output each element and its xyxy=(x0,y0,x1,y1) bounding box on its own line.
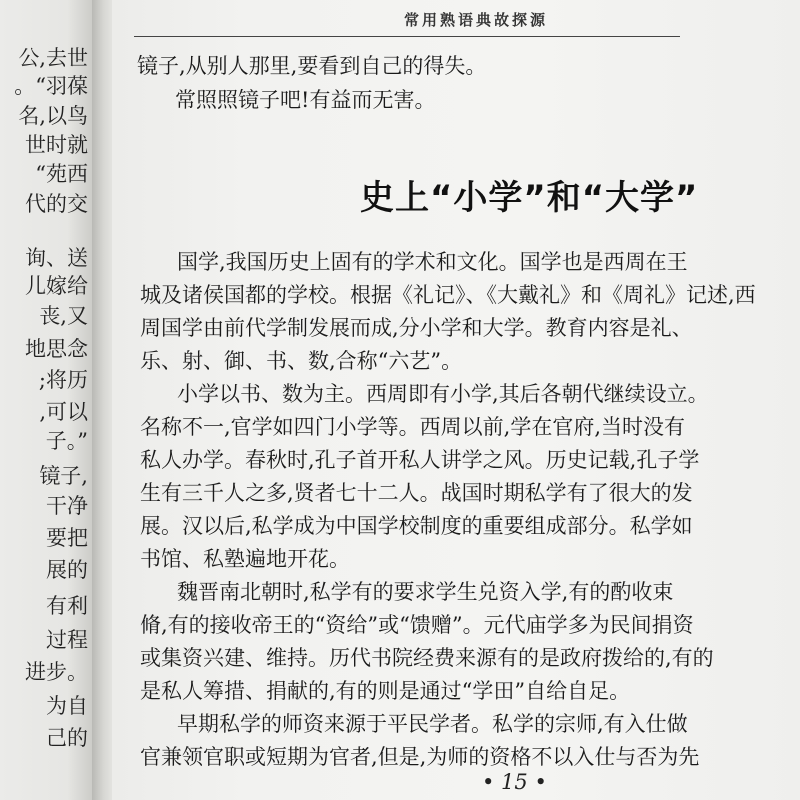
left-page-line: 为自 xyxy=(46,694,88,718)
text-line: 脩,有的接收帝王的“资给”或“馈赠”。元代庙学多为民间捐资 xyxy=(140,613,694,637)
text-line: 是私人筹措、捐献的,有的则是通过“学田”自给自足。 xyxy=(140,679,631,703)
header-rule xyxy=(134,36,680,37)
text-line: 官兼领官职或短期为官者,但是,为师的资格不以入仕与否为先 xyxy=(140,745,700,769)
left-page-line: 干净 xyxy=(46,494,88,518)
page-number: • 15 • xyxy=(482,770,547,794)
left-page-line: 公,去世 xyxy=(18,46,88,70)
left-page-line: 儿嫁给 xyxy=(25,274,88,298)
left-page-line: 己的 xyxy=(46,726,88,750)
previous-page xyxy=(0,0,96,800)
text-line: 生有三千人之多,贤者七十二人。战国时期私学有了很大的发 xyxy=(140,481,693,505)
left-page-line: “苑西 xyxy=(35,162,88,186)
text-line: 或集资兴建、维持。历代书院经费来源有的是政府拨给的,有的 xyxy=(140,646,714,670)
text-line: 小学以书、数为主。西周即有小学,其后各朝代继续设立。 xyxy=(177,382,709,406)
text-line: 魏晋南北朝时,私学有的要求学生兑资入学,有的酌收束 xyxy=(177,580,674,604)
left-page-line: 询、送 xyxy=(25,246,88,270)
left-page-line: 代的交 xyxy=(25,192,88,216)
running-head: 常用熟语典故探源 xyxy=(404,11,549,29)
left-page-line: 丧,又 xyxy=(39,304,88,328)
text-line: 国学,我国历史上固有的学术和文化。国学也是西周在王 xyxy=(177,250,688,274)
text-line: 周国学由前代学制发展而成,分小学和大学。教育内容是礼、 xyxy=(140,316,693,340)
text-line: 早期私学的师资来源于平民学者。私学的宗师,有入仕做 xyxy=(177,712,688,736)
text-line: 书馆、私塾遍地开花。 xyxy=(140,547,350,571)
left-page-line: 展的 xyxy=(46,558,88,582)
left-page-line: 进步。 xyxy=(25,660,88,684)
text-line: 乐、射、御、书、数,合称“六艺”。 xyxy=(140,349,463,373)
left-page-line: 过程 xyxy=(46,628,88,652)
left-page-line: 世时就 xyxy=(25,133,88,157)
current-page xyxy=(112,0,800,800)
text-line: 镜子,从别人那里,要看到自己的得失。 xyxy=(137,54,487,78)
text-line: 展。汉以后,私学成为中国学校制度的重要组成部分。私学如 xyxy=(140,514,693,538)
text-line: 城及诸侯国都的学校。根据《礼记》、《大戴礼》和《周礼》记述,西 xyxy=(140,283,756,307)
left-page-line: 镜子, xyxy=(39,464,88,488)
left-page-line: 。“羽葆 xyxy=(14,74,88,98)
text-line: 名称不一,官学如四门小学等。西周以前,学在官府,当时没有 xyxy=(140,415,686,439)
left-page-line: ;将历 xyxy=(38,368,88,392)
text-line: 常照照镜子吧!有益而无害。 xyxy=(175,88,436,112)
left-page-line: 有利 xyxy=(46,594,88,618)
left-page-line: 名,以鸟 xyxy=(18,104,88,128)
section-title: 史上“小学”和“大学” xyxy=(360,178,699,218)
left-page-line: ,可以 xyxy=(39,400,88,424)
left-page-line: 地思念 xyxy=(25,337,88,361)
left-page-line: 要把 xyxy=(46,526,88,550)
left-page-line: 子。” xyxy=(45,429,88,453)
text-line: 私人办学。春秋时,孔子首开私人讲学之风。历史记载,孔子学 xyxy=(140,448,700,472)
